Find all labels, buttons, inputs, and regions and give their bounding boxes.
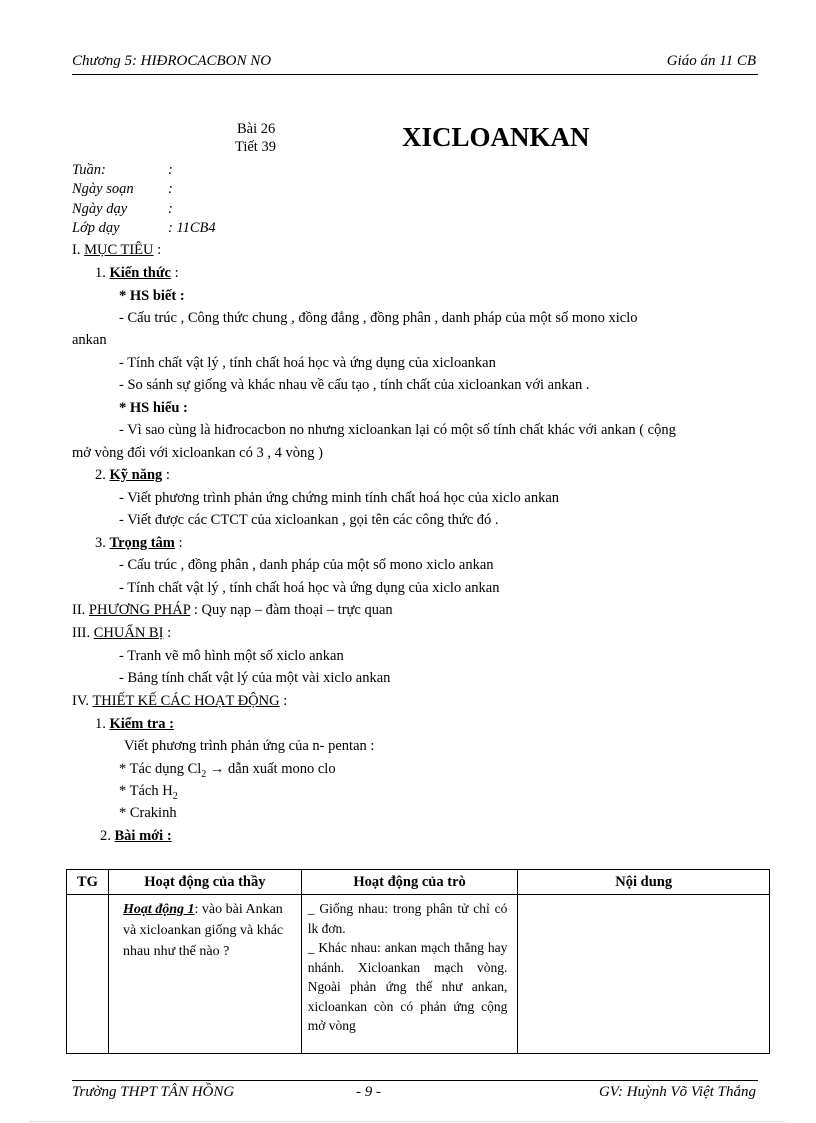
focus-item-2: - Tính chất vật lý , tính chất hoá học và ứng dụng của xiclo ankan [119, 580, 500, 596]
activity-label: Hoạt động 1 [122, 902, 195, 917]
student-answer-2: _ Khác nhau: ankan mạch thẳng hay nhánh. Xicloankan mạch vòng. Ngoài phản ứng thế như ankan, xicloankan còn có phản ứng cộng mở vòng [307, 940, 508, 1033]
col-header-time: TG [67, 870, 109, 895]
info-class-label: Lớp dạy [72, 220, 120, 236]
check-item-3: * Crakinh [119, 805, 177, 821]
subsection-new-lesson: 2. Bài mới : [100, 828, 172, 844]
col-header-student: Hoạt động của trò [301, 870, 518, 895]
col-header-content: Nội dung [518, 870, 770, 895]
table-header-row [67, 870, 770, 895]
know-item-1-cont: ankan [72, 332, 107, 348]
col-header-teacher: Hoạt động của thầy [108, 870, 301, 895]
footer-teacher: GV: Huỳnh Võ Việt Thắng [598, 1084, 756, 1100]
subsection-skills: 2. Kỹ năng : [95, 467, 170, 483]
info-teach-date-label: Ngày dạy [72, 201, 128, 217]
section-method: II. PHƯƠNG PHÁP : Quy nạp – đàm thoại – trực quan [72, 602, 393, 618]
section-activities: IV. THIẾT KẾ CÁC HOẠT ĐỘNG : [72, 693, 288, 709]
table-row [67, 895, 770, 1054]
header-chapter: Chương 5: HIĐROCACBON NO [72, 53, 272, 69]
student-answer-1: _ Giống nhau: trong phân tử chỉ có lk đơn. [307, 901, 508, 936]
info-prep-date-label: Ngày soạn [72, 181, 134, 197]
activity-table [66, 869, 770, 1054]
info-class-value: : 11CB4 [168, 220, 216, 236]
lesson-period: Tiết 39 [235, 139, 276, 155]
check-intro: Viết phương trình phản ứng của n- pentan : [124, 738, 375, 754]
section-preparation: III. CHUẨN BỊ : [72, 625, 172, 641]
subsection-check: 1. Kiểm tra : [95, 716, 174, 732]
know-item-2: - Tính chất vật lý , tính chất hoá học và ứng dụng của xicloankan [119, 355, 496, 371]
check-item-2: * Tách $H_2$ [119, 783, 178, 802]
cell-content [518, 895, 770, 1054]
understand-item-1: - Vì sao cùng là hiđrocacbon no nhưng xicloankan lại có một số tính chất khác với ankan ( cộng [119, 422, 676, 438]
info-week-label: Tuần: [72, 162, 106, 178]
prep-item-1: - Tranh vẽ mô hình một số xiclo ankan [119, 648, 344, 664]
info-prep-date-value: : [168, 181, 173, 197]
lesson-number: Bài 26 [237, 121, 276, 137]
info-week-value: : [168, 162, 173, 178]
page-title: XICLOANKAN [402, 122, 590, 152]
cell-teacher [108, 895, 301, 1054]
understand-item-1-cont: mở vòng đối với xicloankan có 3 , 4 vòng ) [72, 445, 323, 461]
skill-item-2: - Viết được các CTCT của xicloankan , gọi tên các công thức đó . [119, 512, 499, 528]
info-teach-date-value: : [168, 201, 173, 217]
skill-item-1: - Viết phương trình phản ứng chứng minh tính chất hoá học của xiclo ankan [119, 490, 560, 506]
cell-time [67, 895, 109, 1054]
know-item-3: - So sánh sự giống và khác nhau về cấu tạo , tính chất của xicloankan với ankan . [119, 377, 590, 393]
prep-item-2: - Bảng tính chất vật lý của một vài xiclo ankan [119, 670, 391, 686]
focus-item-1: - Cấu trúc , đồng phân , danh pháp của một số mono xiclo ankan [119, 557, 494, 573]
activity-text: : vào bài Ankan và xicloankan giống và khác nhau như thế nào ? [122, 902, 284, 959]
page-number: - 9 - [356, 1084, 381, 1100]
hs-know-heading: * HS biết : [119, 288, 185, 304]
hs-understand-heading: * HS hiểu : [119, 400, 188, 416]
header-rule [72, 74, 758, 75]
page-bottom-edge [30, 1121, 786, 1122]
subsection-knowledge: 1. Kiến thức : [95, 265, 179, 281]
know-item-1: - Cấu trúc , Công thức chung , đồng đẳng , đồng phân , danh pháp của một số mono xiclo [119, 310, 638, 326]
cell-student [301, 895, 518, 1054]
footer-school: Trường THPT TÂN HỒNG [72, 1084, 235, 1100]
subsection-focus: 3. Trọng tâm : [95, 535, 183, 551]
header-course: Giáo án 11 CB [666, 53, 756, 69]
section-objectives: I. MỤC TIÊU : [72, 242, 162, 258]
check-item-1: * Tác dụng $Cl_2$ → dẫn xuất mono clo [119, 761, 336, 780]
footer-rule [72, 1080, 758, 1081]
